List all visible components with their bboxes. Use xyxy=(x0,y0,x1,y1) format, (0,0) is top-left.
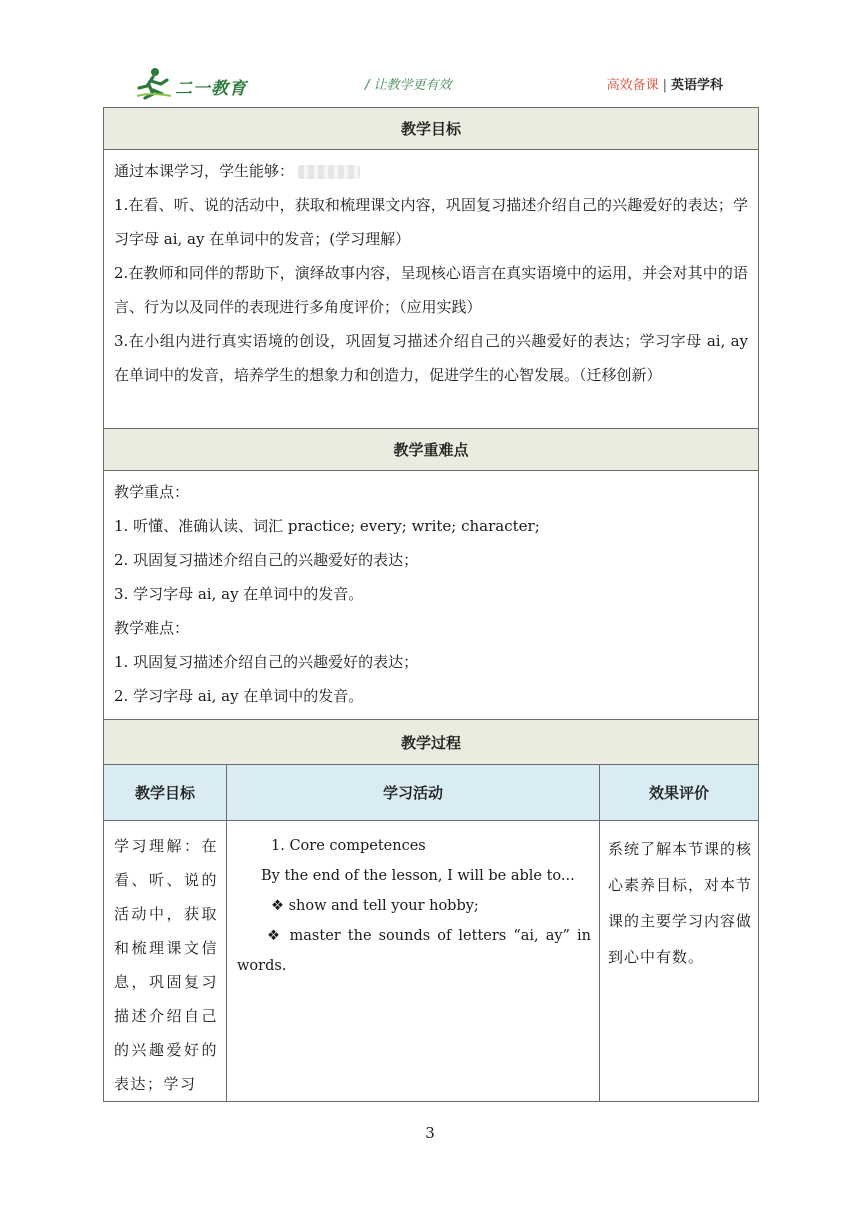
watermark-icon xyxy=(298,165,360,179)
tag-subject: 英语学科 xyxy=(670,78,723,93)
tag-separator: | xyxy=(662,78,667,93)
objective-item: 2.在教师和同伴的帮助下，演绎故事内容，呈现核心语言在真实语境中的运用，并会对其中的语言、行为以及同伴的表现进行多角度评价；（应用实践） xyxy=(114,264,749,316)
tag-prep: 高效备课 xyxy=(606,78,659,93)
process-goal-text: 学习理解：在看、听、说的活动中，获取和梳理课文信息，巩固复习描述介绍自己的兴趣爱好的表达；学习 xyxy=(114,837,218,1093)
objectives-intro: 通过本课学习，学生能够： xyxy=(114,154,748,188)
focus-item: 1. 听懂、准确认读、词汇 practice; every; write; character; xyxy=(114,517,540,535)
logo-text: 二一教育 xyxy=(175,79,247,99)
process-activity-cell xyxy=(227,821,600,1102)
difficulty-label: 教学难点： xyxy=(114,619,190,637)
process-heading: 教学过程 xyxy=(104,720,759,765)
col-header-activity: 学习活动 xyxy=(227,765,600,821)
process-eval-text: 系统了解本节课的核心素养目标，对本节课的主要学习内容做到心中有数。 xyxy=(608,840,753,966)
page-header xyxy=(103,60,757,104)
focus-item: 2. 巩固复习描述介绍自己的兴趣爱好的表达； xyxy=(114,551,419,569)
process-goal-cell xyxy=(104,821,227,1102)
lesson-plan-table xyxy=(103,107,759,1102)
col-header-eval: 效果评价 xyxy=(600,765,759,821)
activity-bullet-continued: words. xyxy=(237,958,287,974)
runner-logo-icon xyxy=(135,66,175,100)
activity-bullet: ❖ master the sounds of letters “ai, ay” in xyxy=(267,928,591,944)
focus-item: 3. 学习字母 ai, ay 在单词中的发音。 xyxy=(114,585,364,603)
difficulty-item: 1. 巩固复习描述介绍自己的兴趣爱好的表达； xyxy=(114,653,419,671)
col-header-goal: 教学目标 xyxy=(104,765,227,821)
objective-item: 1.在看、听、说的活动中，获取和梳理课文内容，巩固复习描述介绍自己的兴趣爱好的表达；学习字母 ai, ay 在单词中的发音；(学习理解） xyxy=(114,196,749,248)
difficulty-item: 2. 学习字母 ai, ay 在单词中的发音。 xyxy=(114,687,364,705)
objectives-body xyxy=(104,150,759,429)
activity-title: 1. Core competences xyxy=(271,838,426,854)
key-points-heading: 教学重难点 xyxy=(104,429,759,471)
objective-item: 3.在小组内进行真实语境的创设，巩固复习描述介绍自己的兴趣爱好的表达；学习字母 ai, ay 在单词中的发音，培养学生的想象力和创造力，促进学生的心智发展。（迁移创新） xyxy=(114,332,749,384)
focus-label: 教学重点： xyxy=(114,483,190,501)
slogan: / 让教学更有效 xyxy=(365,78,452,93)
page-number: 3 xyxy=(425,1124,435,1142)
activity-bullet: ❖ show and tell your hobby; xyxy=(271,898,479,914)
activity-lead: By the end of the lesson, I will be able to... xyxy=(261,868,575,884)
objectives-heading: 教学目标 xyxy=(104,108,759,150)
key-points-body xyxy=(104,471,759,720)
subject-tag xyxy=(607,74,723,93)
process-eval-cell xyxy=(600,821,759,1102)
